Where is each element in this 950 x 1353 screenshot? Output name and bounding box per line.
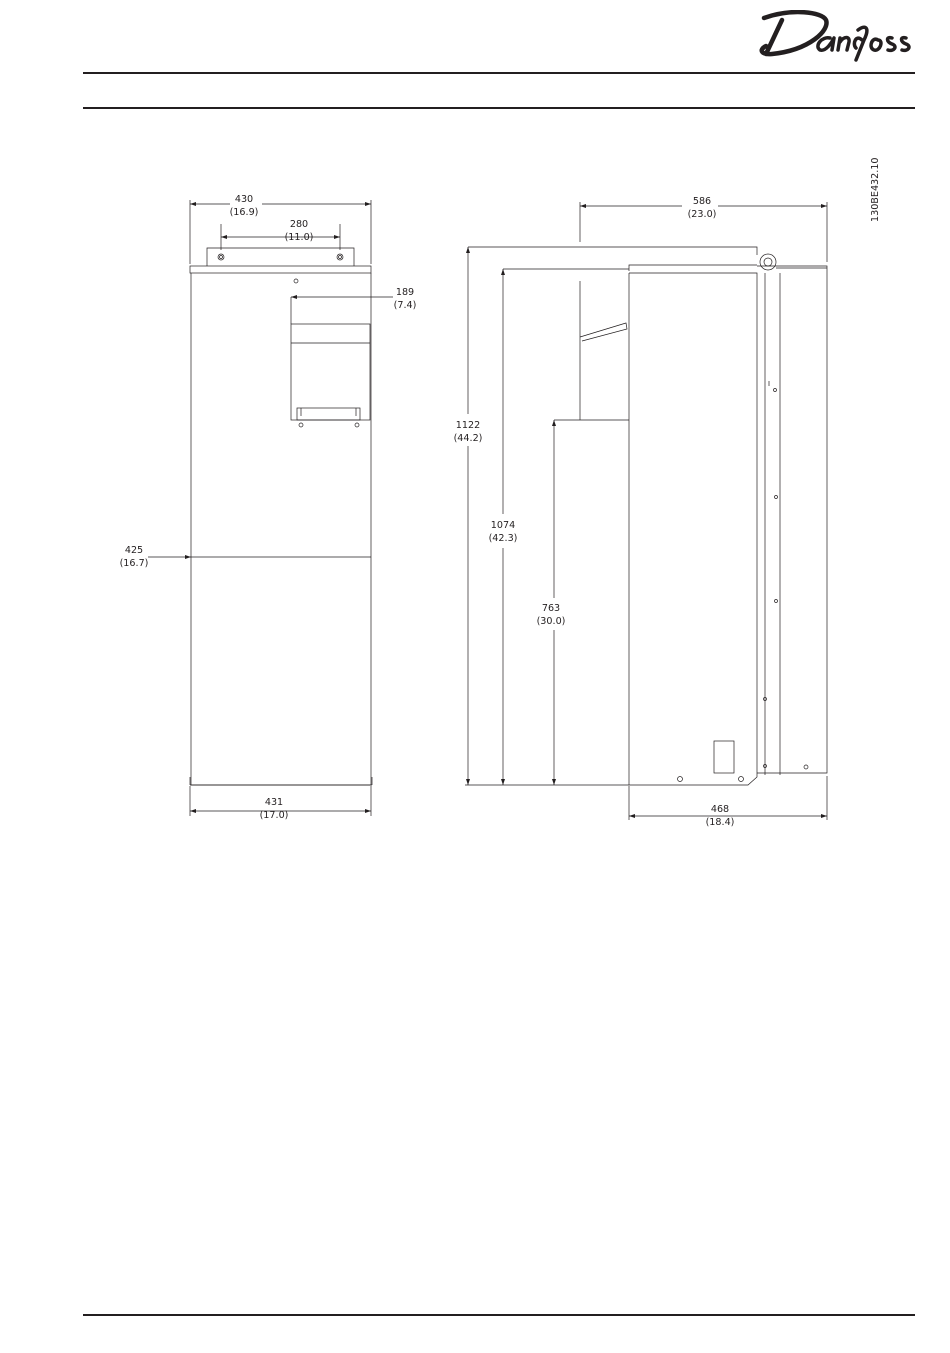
dim-763-in: (30.0)	[536, 616, 566, 627]
dim-468-mm: 468	[710, 804, 730, 815]
side-view-outline	[468, 247, 827, 785]
dim-431-mm: 431	[264, 797, 284, 808]
dim-1122-in: (44.2)	[453, 433, 483, 444]
drawing-id: 130BE432.10	[870, 157, 881, 222]
dim-280-mm: 280	[289, 219, 309, 230]
dim-189-in: (7.4)	[393, 300, 417, 311]
dimension-arrowheads	[185, 202, 827, 818]
side-dimension-lines	[465, 202, 827, 820]
dim-1122-mm: 1122	[455, 420, 481, 431]
dim-430-mm: 430	[234, 194, 254, 205]
dim-425-in: (16.7)	[119, 558, 149, 569]
dim-280-in: (11.0)	[284, 232, 314, 243]
dim-586-in: (23.0)	[687, 209, 717, 220]
dim-763-mm: 763	[541, 603, 561, 614]
dim-425-mm: 425	[124, 545, 144, 556]
front-dimension-lines	[148, 200, 393, 816]
dim-586-mm: 586	[692, 196, 712, 207]
dim-430-in: (16.9)	[229, 207, 259, 218]
dim-1074-in: (42.3)	[488, 533, 518, 544]
dim-189-mm: 189	[395, 287, 415, 298]
dim-468-in: (18.4)	[705, 817, 735, 828]
dim-431-in: (17.0)	[259, 810, 289, 821]
front-view-outline	[190, 248, 372, 785]
dim-1074-mm: 1074	[490, 520, 516, 531]
